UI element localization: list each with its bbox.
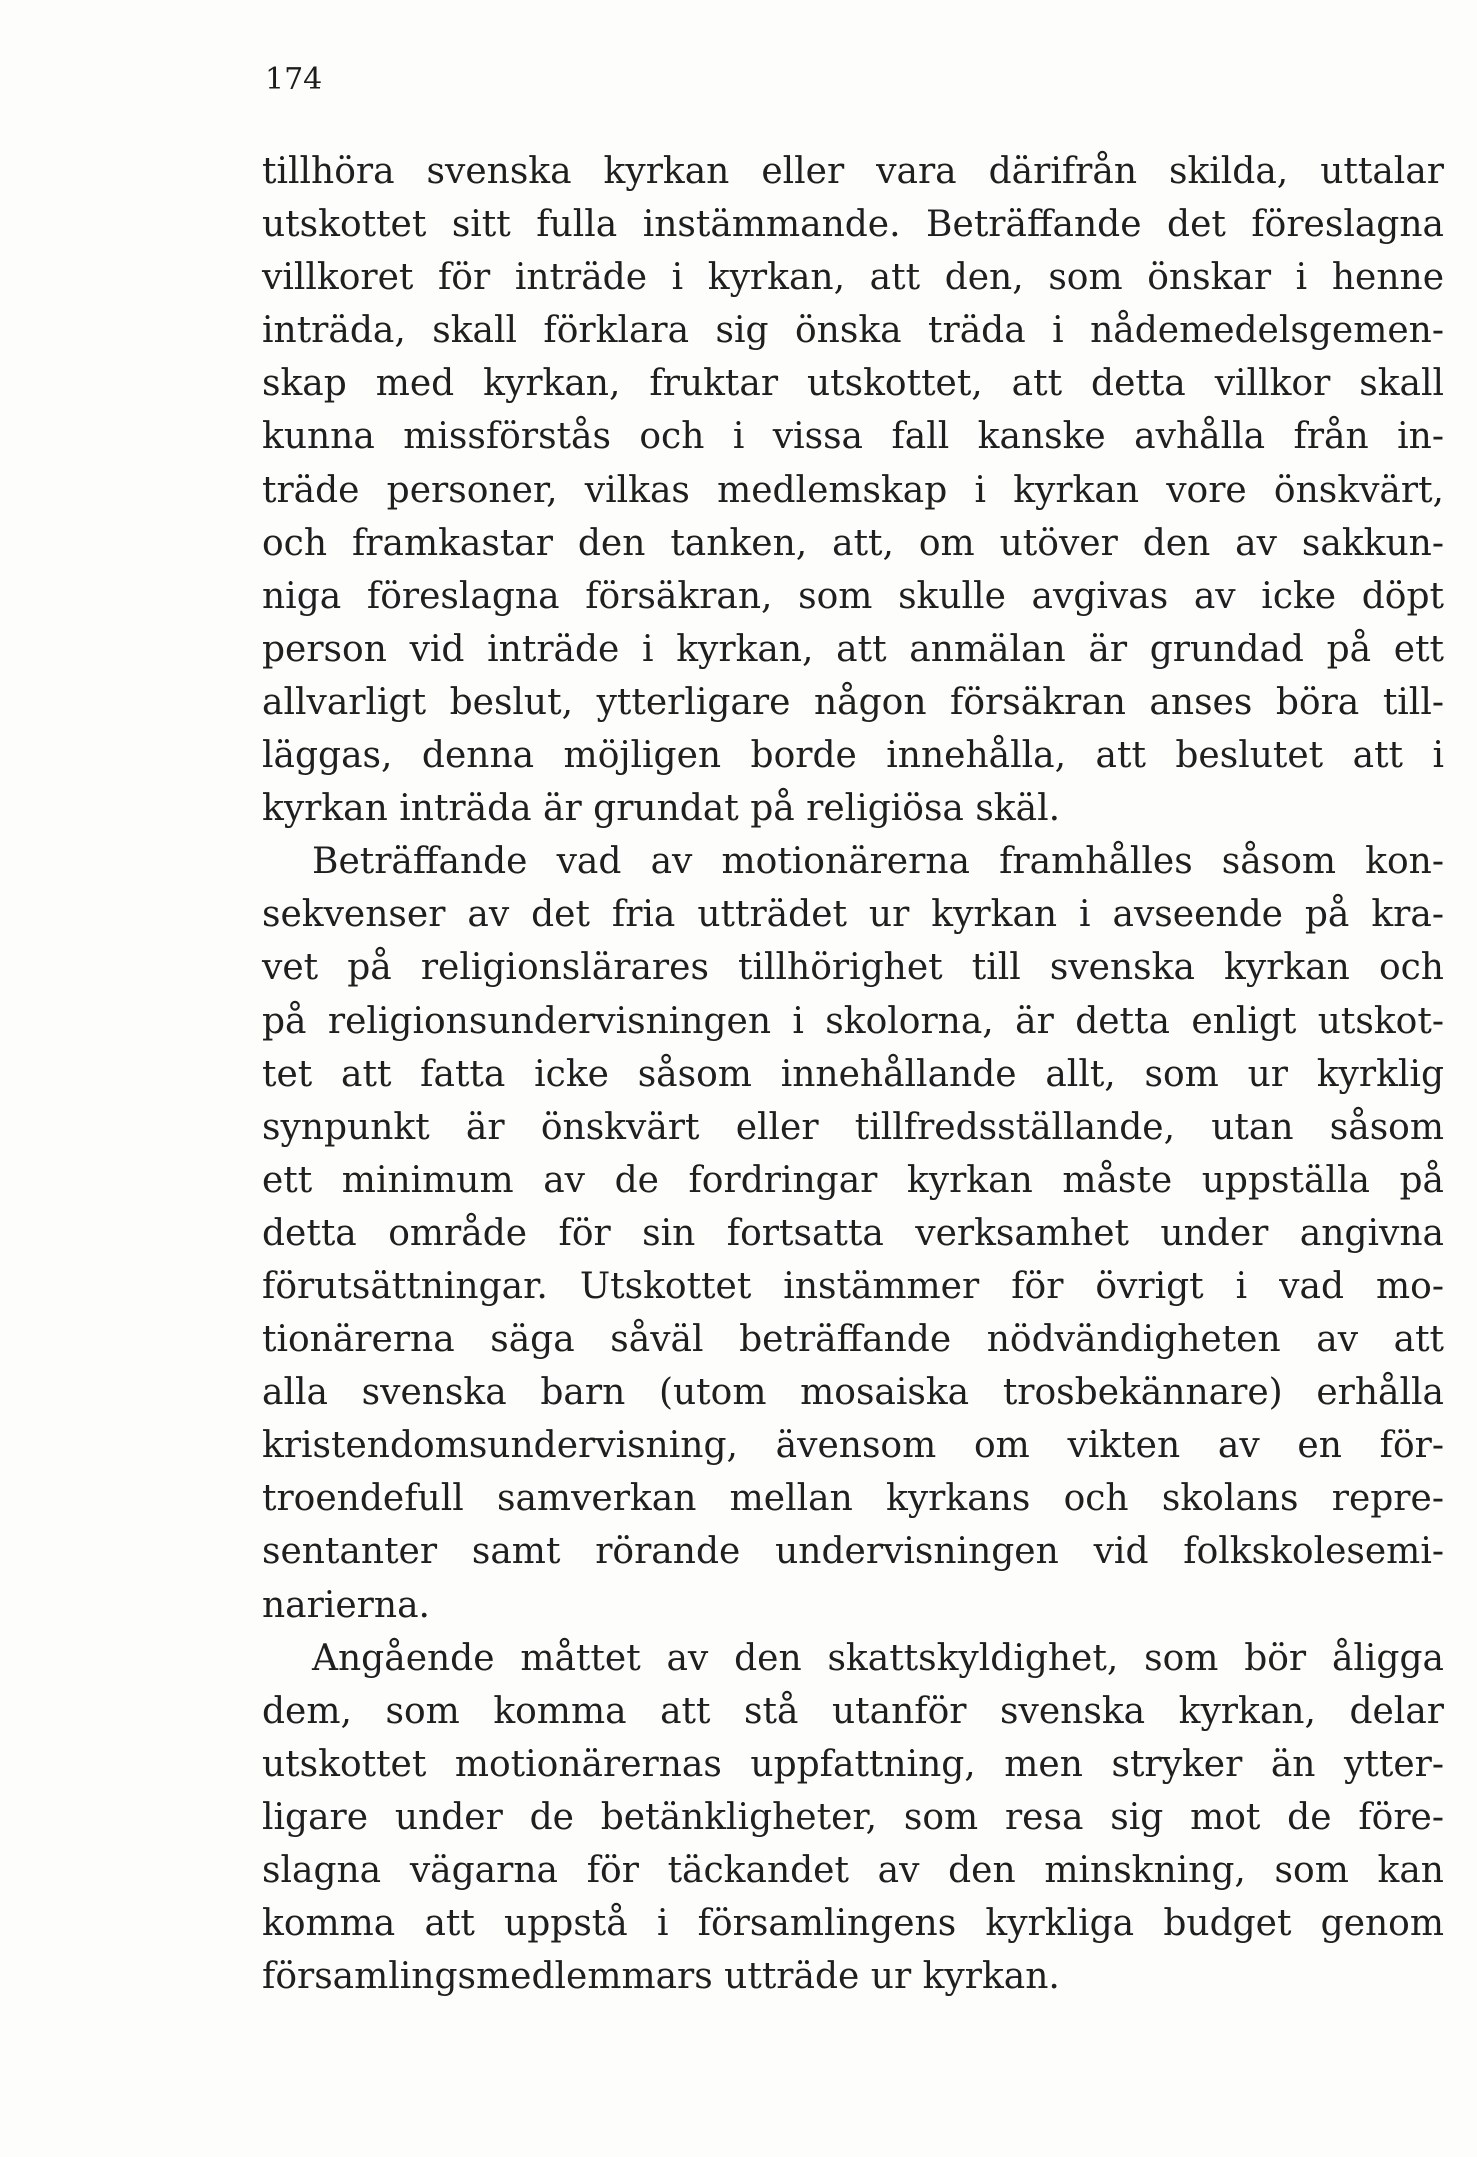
text-line: detta område för sin fortsatta verksamhet under angivna — [262, 1212, 1444, 1254]
text-line: allvarligt beslut, ytterligare någon försäkran anses böra till- — [262, 681, 1444, 723]
text-line: vet på religionslärares tillhörighet till svenska kyrkan och — [262, 947, 1444, 989]
text-line: troendefull samverkan mellan kyrkans och skolans repre- — [262, 1478, 1444, 1520]
text-line: ligare under de betänkligheter, som resa sig mot de före- — [262, 1796, 1444, 1838]
text-line: och framkastar den tanken, att, om utöver den av sakkun- — [262, 522, 1444, 564]
text-line: villkoret för inträde i kyrkan, att den, som önskar i henne — [262, 257, 1444, 299]
text-line: tillhöra svenska kyrkan eller vara därifrån skilda, uttalar — [262, 151, 1444, 192]
text-line: tet att fatta icke såsom innehållande allt, som ur kyrklig — [262, 1053, 1444, 1095]
text-line: skap med kyrkan, fruktar utskottet, att detta villkor skall — [262, 363, 1444, 405]
text-line: kunna missförstås och i vissa fall kanske avhålla från in- — [262, 416, 1444, 458]
text-line: niga föreslagna försäkran, som skulle avgivas av icke döpt — [262, 575, 1444, 617]
text-line: utskottet sitt fulla instämmande. Beträffande det föreslagna — [262, 204, 1444, 246]
text-line: alla svenska barn (utom mosaiska trosbekännare) erhålla — [262, 1372, 1444, 1414]
text-line: kyrkan inträda är grundat på religiösa skäl. — [262, 788, 1061, 830]
text-line: person vid inträde i kyrkan, att anmälan är grundad på ett — [262, 628, 1444, 670]
text-line: sentanter samt rörande undervisningen vid folkskolesemi- — [262, 1531, 1444, 1573]
text-line: inträda, skall förklara sig önska träda i nådemedelsgemen- — [262, 310, 1444, 352]
text-line: narierna. — [262, 1584, 430, 1626]
text-line: läggas, denna möjligen borde innehålla, att beslutet att i — [262, 735, 1444, 777]
text-line: kristendomsundervisning, ävensom om vikten av en för- — [262, 1425, 1444, 1467]
body-text — [262, 145, 1444, 2003]
text-line: ett minimum av de fordringar kyrkan måste uppställa på — [262, 1159, 1444, 1201]
text-line: slagna vägarna för täckandet av den minskning, som kan — [262, 1850, 1444, 1891]
text-line: Angående måttet av den skattskyldighet, som bör åligga — [312, 1637, 1444, 1679]
text-line: dem, som komma att stå utanför svenska kyrkan, delar — [262, 1690, 1444, 1732]
text-line: komma att uppstå i församlingens kyrkliga budget genom — [262, 1903, 1444, 1945]
text-line: Beträffande vad av motionärerna framhålles såsom kon- — [312, 841, 1444, 883]
text-line: synpunkt är önskvärt eller tillfredsställande, utan såsom — [262, 1106, 1444, 1148]
text-line: förutsättningar. Utskottet instämmer för övrigt i vad mo- — [262, 1265, 1444, 1307]
text-line: församlingsmedlemmars utträde ur kyrkan. — [262, 1956, 1060, 1998]
text-line: utskottet motionärernas uppfattning, men stryker än ytter- — [262, 1743, 1444, 1785]
page-number: 174 — [265, 62, 323, 97]
text-line: på religionsundervisningen i skolorna, är detta enligt utskot- — [262, 1000, 1444, 1042]
text-line: tionärerna säga såväl beträffande nödvändigheten av att — [262, 1319, 1444, 1361]
text-line: träde personer, vilkas medlemskap i kyrkan vore önskvärt, — [262, 469, 1444, 511]
text-line: sekvenser av det fria utträdet ur kyrkan i avseende på kra- — [262, 894, 1444, 936]
